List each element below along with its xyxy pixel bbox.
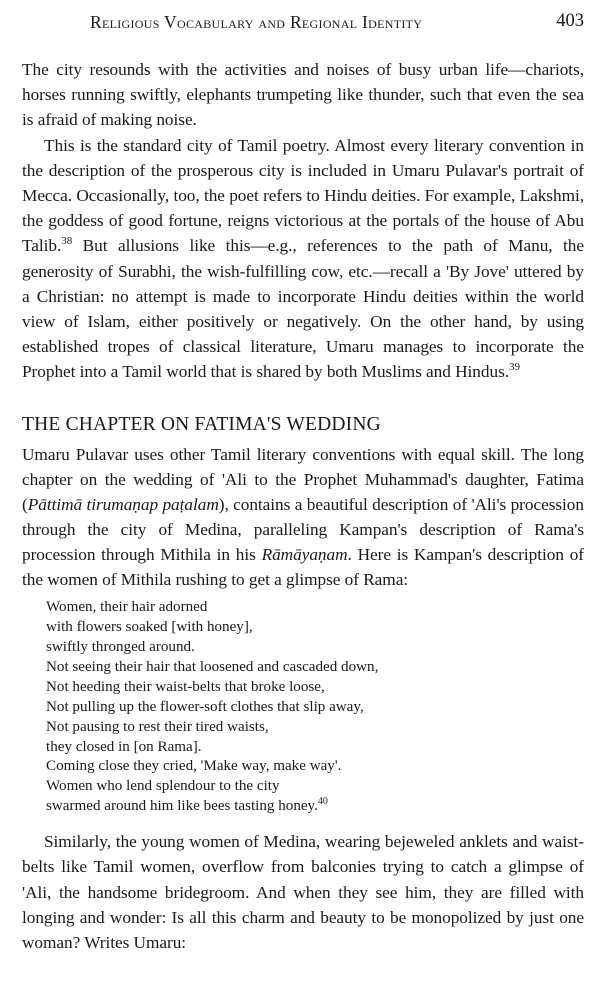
verse-line: Not pulling up the flower-soft clothes that slip away, (46, 698, 364, 715)
verse-line: Coming close they cried, 'Make way, make way'. (46, 758, 342, 775)
paragraph-city-noise: The city resounds with the activities and noises of busy urban life—chariots, horses running swiftly, elephants trumpeting like thunder, such that even the sea is afraid of making noise. (22, 60, 584, 130)
verse-line: Not pausing to rest their tired waists, (46, 718, 269, 735)
paragraph-text: Umaru Pulavar uses other Tamil literary conventions with equal skill. The long chapter on the wedding of 'Ali to the Prophet Muhammad's daughter, Fatima ( (22, 444, 584, 514)
footnote-ref: 39 (509, 361, 520, 374)
section-heading: THE CHAPTER ON FATIMA'S WEDDING (22, 413, 381, 435)
paragraph-text: ), contains a beautiful description of 'Ali's procession through the city of Medina, paralleling Kampan's description of Rama's procession through Mithila in his (22, 494, 584, 565)
running-head (22, 0, 584, 40)
verse-line: with flowers soaked [with honey], (46, 619, 253, 636)
page-number: 403 (556, 11, 584, 31)
paragraph-fatima-wedding (22, 442, 584, 593)
paragraph-text: . Here is Kampan's description of the women of Mithila rushing to get a glimpse of Rama: (22, 545, 584, 590)
verse-line: Women who lend splendour to the city (46, 778, 280, 795)
verse-line-last (46, 797, 584, 817)
verse-quotation (22, 598, 584, 817)
footnote-ref: 40 (317, 796, 328, 808)
verse-line-text: swarmed around him like bees tasting honey. (46, 798, 318, 815)
italic-title: Rāmāyaṇam (261, 545, 348, 565)
book-page (22, 0, 584, 955)
footnote-ref: 38 (61, 235, 73, 248)
paragraph-medina-women: Similarly, the young women of Medina, wearing bejeweled anklets and waist-belts like Tamil women, overflow from balconies trying to catch a glimpse of 'Ali, the handsome bridegroom. And when they see him, they are filled with longing and wonder: Is all this charm and beauty to be monopolized by just one woman? Writes Umaru: (22, 832, 584, 952)
verse-line: they closed in [on Rama]. (46, 738, 202, 755)
paragraph-standard-city (22, 133, 584, 385)
running-title: Religious Vocabulary and Regional Identity (90, 12, 423, 32)
paragraph-text: This is the standard city of Tamil poetry. Almost every literary convention in the description of the prosperous city is included in Umaru Pulavar's portrait of Mecca. Occasionally, too, the poet refers to Hindu deities. For example, Lakshmi, the goddess of good fortune, reigns victorious at the portals of the house of Abu Talib. (22, 135, 584, 256)
italic-title: Pāttimā tirumaṇap paṭalam (27, 494, 219, 514)
verse-line: swiftly thronged around. (46, 639, 195, 656)
paragraph-text: But allusions like this—e.g., references to the path of Manu, the generosity of Surabhi, the wish-fulfilling cow, etc.—recall a 'By Jove' uttered by a Christian: no attempt is made to incorporate Hindu deities within the world view of Islam, either positively or negatively. On the other hand, by using established tropes of classical literature, Umaru manages to incorporate the Prophet into a Tamil world that is shared by both Muslims and Hindus. (22, 236, 584, 382)
verse-line: Not seeing their hair that loosened and cascaded down, (46, 658, 379, 675)
verse-line: Women, their hair adorned (46, 599, 208, 616)
verse-line: Not heeding their waist-belts that broke loose, (46, 678, 325, 695)
